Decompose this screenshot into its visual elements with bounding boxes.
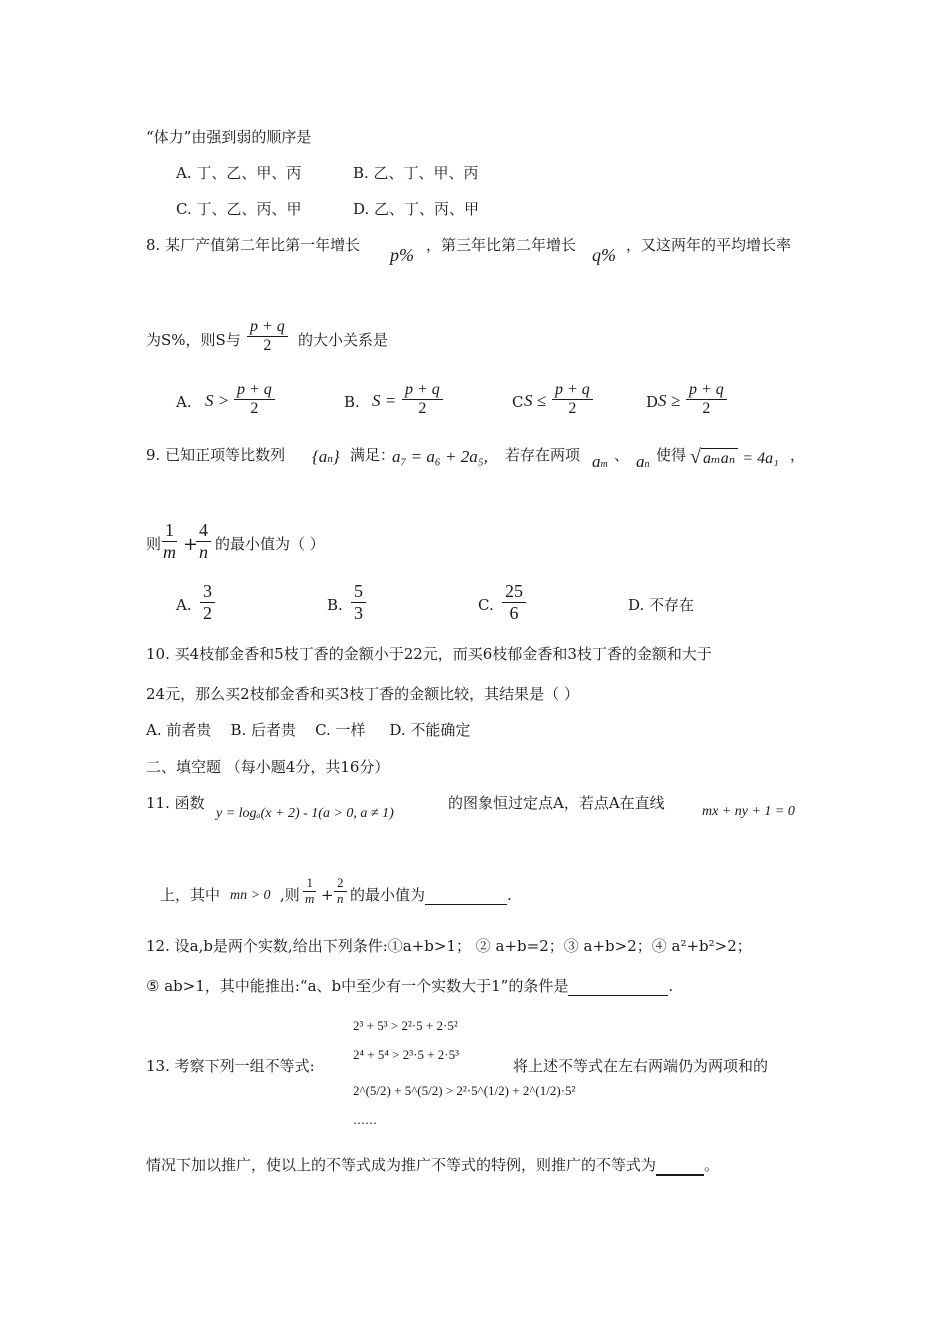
q9-fraction-1 xyxy=(160,520,179,562)
q8-option-b-fraction xyxy=(402,381,443,419)
q11-line2-b: ,则 xyxy=(280,886,300,904)
q7-option-a: A. 丁、乙、甲、丙 xyxy=(176,164,302,182)
q9-sqrt-expr xyxy=(690,446,779,469)
q9-option-c-fraction xyxy=(502,581,526,623)
fraction-numerator: 1 xyxy=(162,520,177,542)
fraction-denominator: 2 xyxy=(702,400,711,418)
q7-option-c: C. 丁、乙、丙、甲 xyxy=(176,200,302,218)
q8-fraction xyxy=(247,318,288,356)
fraction-denominator: 6 xyxy=(509,602,519,623)
q13-tail: 将上述不等式在左右两端仍为两项和的 xyxy=(513,1057,769,1075)
q13-inequality-2: 2⁴ + 5⁴ > 2³·5 + 2·5³ xyxy=(353,1047,460,1062)
q9-line1-b: 若存在两项 xyxy=(505,446,581,464)
q11-plus: + xyxy=(321,886,334,904)
fraction-denominator: m xyxy=(163,541,176,562)
an-subscript: n xyxy=(644,459,650,470)
q8-option-a-fraction xyxy=(234,381,275,419)
q8-option-a-expr: S > xyxy=(205,391,230,410)
q8-q-percent: q% xyxy=(592,245,616,265)
q11-line2-c xyxy=(350,886,512,905)
q10-options: A. 前者贵 B. 后者贵 C. 一样 D. 不能确定 xyxy=(146,721,471,739)
q12-line1: 12. 设a,b是两个实数,给出下列条件:①a+b>1； ② a+b=2；③ a+b>2；④ a²+b²>2； xyxy=(146,937,752,955)
q11-period: . xyxy=(507,886,512,904)
q8-option-c-fraction xyxy=(552,381,593,419)
fraction-denominator: m xyxy=(305,890,315,906)
an-letter: a xyxy=(636,452,645,471)
q11-tail-text: 的最小值为 xyxy=(350,886,426,904)
fraction-numerator: 25 xyxy=(502,581,526,603)
q8-line1-b: ，第三年比第二年增长 xyxy=(426,236,577,254)
sqrt-inner: aₘaₙ xyxy=(701,448,738,467)
q13-period: 。 xyxy=(704,1156,720,1174)
fraction-numerator: p + q xyxy=(247,318,288,337)
seq-subscript: n xyxy=(327,453,333,465)
fraction-denominator: 2 xyxy=(203,602,212,623)
fraction-denominator: 2 xyxy=(263,337,272,355)
q11-line2-a: 上，其中 xyxy=(160,886,221,904)
sqrt-rhs: = 4a₁ xyxy=(742,450,779,467)
q11-fraction-1 xyxy=(302,876,317,907)
q8-option-a-label: A. xyxy=(176,393,192,411)
q9-line2-a: 则 xyxy=(146,535,162,553)
fraction-numerator: p + q xyxy=(686,381,727,400)
answer-blank[interactable] xyxy=(568,977,668,996)
q8-option-d-label: D xyxy=(646,393,659,411)
q9-condition-label: 满足： xyxy=(350,446,396,464)
q13-label: 13. 考察下列一组不等式: xyxy=(146,1057,315,1075)
fraction-numerator: p + q xyxy=(552,381,593,400)
q7-option-d: D. 乙、丁、丙、甲 xyxy=(353,200,480,218)
q8-line2-a: 为S%，则S与 xyxy=(146,331,241,349)
q9-am xyxy=(592,452,608,472)
q12-line2-text: ⑤ ab>1，其中能推出:“a、b中至少有一个实数大于1”的条件是 xyxy=(146,977,569,995)
fraction-numerator: 1 xyxy=(303,876,316,892)
section-2-title: 二、填空题 （每小题4分，共16分） xyxy=(146,758,390,776)
q9-option-a-label: A. xyxy=(176,596,192,614)
q9-fraction-2 xyxy=(196,520,211,562)
q13-line2-text: 情况下加以推广，使以上的不等式成为推广不等式的特例，则推广的不等式为 xyxy=(146,1156,657,1174)
q9-sequence xyxy=(312,447,340,467)
fraction-numerator: 3 xyxy=(200,581,215,603)
answer-blank[interactable] xyxy=(425,886,507,905)
fraction-denominator: 2 xyxy=(250,400,259,418)
q8-line2-b: 的大小关系是 xyxy=(298,331,389,349)
q9-comma: ， xyxy=(790,446,806,464)
q9-condition-expr: a₇ = a₆ + 2a₅, xyxy=(392,447,488,466)
q7-stem: “体力”由强到弱的顺序是 xyxy=(146,128,312,146)
q9-an xyxy=(636,452,650,472)
q11-line1-b: 的图象恒过定点A，若点A在直线 xyxy=(448,794,665,812)
q9-line1-a: 9. 已知正项等比数列 xyxy=(146,446,286,464)
fraction-denominator: n xyxy=(337,890,344,906)
q8-option-c-label: C xyxy=(512,393,524,411)
q11-function: y = logₐ(x + 2) - 1(a > 0, a ≠ 1) xyxy=(216,806,394,821)
q11-line1-a: 11. 函数 xyxy=(146,794,205,812)
q9-option-b-fraction xyxy=(351,581,366,623)
fraction-denominator: 2 xyxy=(418,400,427,418)
q9-option-d: D. 不存在 xyxy=(628,596,695,614)
answer-blank[interactable] xyxy=(656,1156,704,1176)
q9-separator: 、 xyxy=(614,446,630,464)
q8-option-b-expr: S = xyxy=(372,391,397,410)
fraction-numerator: p + q xyxy=(234,381,275,400)
q13-ellipsis: …… xyxy=(353,1113,377,1127)
q10-line2: 24元，那么买2枝郁金香和买3枝丁香的金额比较，其结果是（ ） xyxy=(146,685,579,703)
seq-open: {a xyxy=(312,447,328,466)
am-letter: a xyxy=(592,452,601,471)
q12-line2 xyxy=(146,977,673,996)
q7-option-b: B. 乙、丁、甲、丙 xyxy=(353,164,479,182)
fraction-denominator: n xyxy=(199,541,208,562)
q13-inequality-1: 2³ + 5³ > 2²·5 + 2·5² xyxy=(353,1018,458,1033)
q11-fraction-2 xyxy=(334,876,347,907)
q8-option-d-fraction xyxy=(686,381,727,419)
q9-option-c-label: C. xyxy=(478,596,494,614)
q12-period: . xyxy=(668,977,674,995)
q13-line2 xyxy=(146,1156,719,1176)
q8-line1-a: 8. 某厂产值第二年比第一年增长 xyxy=(146,236,361,254)
radical-sign: √ xyxy=(690,446,701,468)
q11-condition: mn > 0 xyxy=(230,888,271,903)
q13-inequality-3: 2^(5/2) + 5^(5/2) > 2²·5^(1/2) + 2^(1/2)·5² xyxy=(353,1083,576,1098)
q9-plus: + xyxy=(183,534,199,555)
seq-close: } xyxy=(332,447,340,466)
q8-p-percent: p% xyxy=(390,245,414,265)
q9-option-a-fraction xyxy=(200,581,215,623)
q9-line2-b: 的最小值为（ ） xyxy=(215,535,325,553)
q8-option-c-expr: S ≤ xyxy=(524,391,547,410)
q8-option-b-label: B. xyxy=(344,393,360,411)
q11-line-equation: mx + ny + 1 = 0 xyxy=(702,804,795,819)
q10-line1: 10. 买4枝郁金香和5枝丁香的金额小于22元，而买6枝郁金香和3枝丁香的金额和大于 xyxy=(146,645,712,663)
fraction-denominator: 2 xyxy=(568,400,577,418)
fraction-denominator: 3 xyxy=(354,602,363,623)
fraction-numerator: 2 xyxy=(334,876,347,892)
q8-line1-c: ，又这两年的平均增长率 xyxy=(626,236,792,254)
am-subscript: m xyxy=(600,459,608,470)
fraction-numerator: p + q xyxy=(402,381,443,400)
q9-option-b-label: B. xyxy=(327,596,343,614)
q9-line1-c: 使得 xyxy=(656,446,687,464)
q8-option-d-expr: S ≥ xyxy=(658,391,681,410)
fraction-numerator: 5 xyxy=(351,581,366,603)
fraction-numerator: 4 xyxy=(196,520,211,542)
